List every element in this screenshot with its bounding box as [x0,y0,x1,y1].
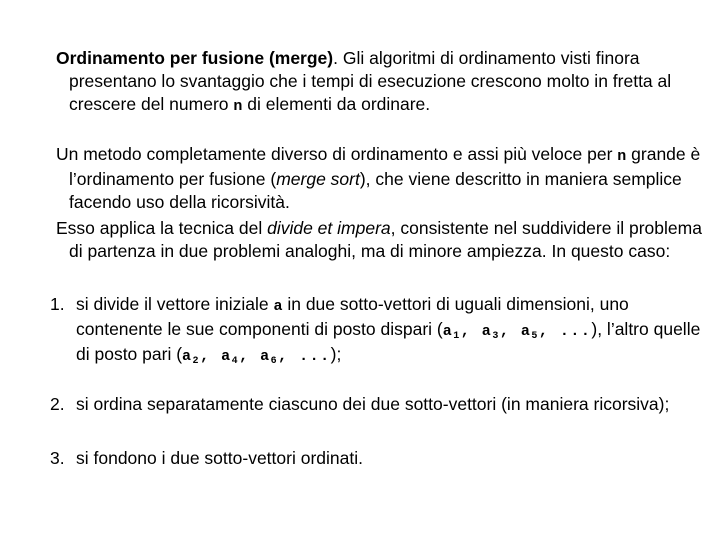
even-components [182,348,331,365]
list-text: si ordina separatamente ciascuno dei due sotto-vettori (in maniera ricorsiva); [76,394,670,414]
odd-components [443,323,592,340]
paragraph-divide-et-impera [56,217,709,263]
subscript: 5 [531,331,539,342]
variable-n: n [233,98,243,115]
paragraph-text: grande è l’ordinamento per fusione ( [69,144,701,189]
list-text: ), l’altro quelle di posto pari ( [76,319,701,364]
variable-a: a [273,298,283,315]
ellipsis: , ... [278,348,331,365]
paragraph-text: Un metodo completamente diverso di ordinamento e assi più veloce per [56,144,618,164]
paragraph-text: Esso applica la tecnica del [56,218,268,238]
odd-component: a [442,323,454,340]
paragraph-text: Gli algoritmi di ordinamento visti finora presentano lo svantaggio che i tempi di esecuzione crescono molto in fretta al crescere del numero [69,48,672,114]
list-item [50,293,716,368]
italic-term: divide et impera [267,218,391,238]
heading-period: . [333,48,338,68]
list-item [50,447,716,470]
paragraph-merge-intro [56,47,709,118]
odd-component: , a [499,323,532,340]
list-number: 1. [50,294,65,314]
even-component: , a [200,348,232,365]
subscript: 2 [192,356,201,367]
list-number: 3. [50,448,65,468]
subscript: 4 [231,356,240,367]
section-heading: Ordinamento per fusione (merge) [56,48,334,68]
list-item [50,393,716,416]
even-component: , a [239,348,271,365]
ellipsis: , ... [538,323,592,340]
subscript: 3 [492,331,500,342]
list-text: ); [330,344,342,364]
paragraph-text: di elementi da ordinare. [242,94,431,114]
paragraph-merge-sort [56,143,709,214]
paragraph-text: , consistente nel suddividere il problema di partenza in due problemi analoghi, ma di minore ampiezza. In questo caso: [69,218,702,261]
variable-n: n [617,148,627,165]
paragraph-text: ), che viene descritto in maniera semplice facendo uso della ricorsività. [69,169,682,212]
subscript: 1 [453,331,461,342]
list-text: si fondono i due sotto-vettori ordinati. [76,448,363,468]
italic-term: merge sort [276,169,360,189]
list-text: si divide il vettore iniziale [76,294,274,314]
even-component: a [182,348,193,365]
list-text: in due sotto-vettori di uguali dimensioni, uno contenente le sue componenti di posto dispari ( [76,294,629,339]
subscript: 6 [270,356,279,367]
odd-component: , a [460,323,493,340]
list-number: 2. [50,394,65,414]
